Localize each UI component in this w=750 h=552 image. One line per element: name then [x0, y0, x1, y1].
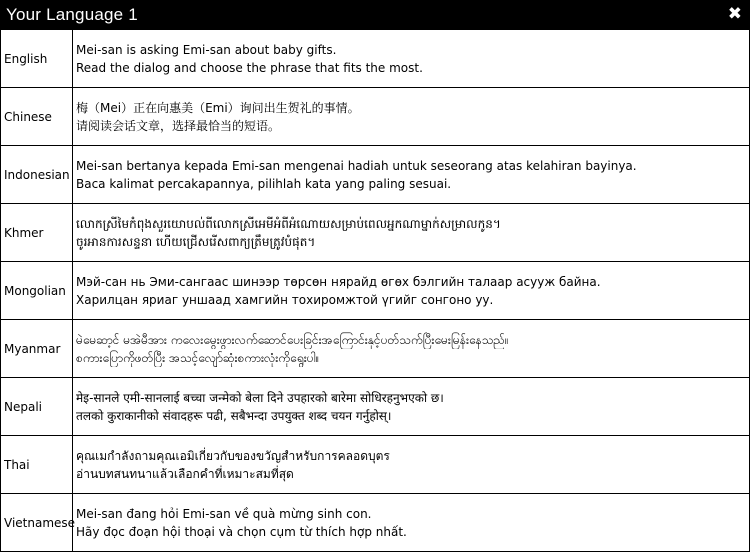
- dialog-title: Your Language 1: [6, 4, 138, 24]
- translation-line: 请阅读会话文章，选择最恰当的短语。: [76, 118, 281, 133]
- translation-text: [73, 88, 750, 146]
- translation-line: Mei-san is asking Emi-san about baby gifts.: [76, 42, 337, 57]
- language-name: Khmer: [1, 204, 73, 262]
- language-name: Nepali: [1, 378, 73, 436]
- table-row: [1, 320, 750, 378]
- table-row: [1, 204, 750, 262]
- translation-line: Mei-san đang hỏi Emi-san về quà mừng sinh con.: [76, 506, 372, 521]
- translation-line: Харилцан яриаг уншаад хамгийн тохиромжтой үгийг сонгоно уу.: [76, 292, 494, 307]
- title-bar: [0, 0, 750, 29]
- translation-line: Mei-san bertanya kepada Emi-san mengenai hadiah untuk seseorang atas kelahiran bayinya.: [76, 158, 637, 173]
- translation-table: [0, 29, 750, 552]
- translation-line: စကားပြောကိုဖတ်ပြီး အသင့်လျော်ဆုံးစကားလုံးကိုရွေးပါ။: [76, 350, 320, 365]
- translation-text: [73, 494, 750, 552]
- translation-line: မဲမေဆာ့င် မအဲမီအား ကလေးမွေးဖွားလက်ဆောင်ပေးခြင်းအကြောင်းနှင့်ပတ်သက်ပြီးမေးမြန်းနေသည်။: [76, 332, 509, 347]
- table-row: [1, 378, 750, 436]
- table-row: [1, 436, 750, 494]
- translation-text: [73, 146, 750, 204]
- table-row: [1, 494, 750, 552]
- language-name: Thai: [1, 436, 73, 494]
- translation-line: Read the dialog and choose the phrase that fits the most.: [76, 60, 423, 75]
- translation-text: [73, 30, 750, 88]
- translation-line: तलको कुराकानीको संवादहरू पढी, सबैभन्दा उपयुक्त शब्द चयन गर्नुहोस्।: [76, 408, 392, 423]
- language-name: Vietnamese: [1, 494, 73, 552]
- language-name: English: [1, 30, 73, 88]
- translation-line: मेइ-सानले एमी-सानलाई बच्चा जन्मेको बेला दिने उपहारको बारेमा सोधिरहनुभएको छ।: [76, 390, 444, 405]
- table-row: [1, 88, 750, 146]
- translation-line: อ่านบทสนทนาแล้วเลือกคำที่เหมาะสมที่สุด: [76, 466, 294, 481]
- table-row: [1, 146, 750, 204]
- translation-line: Baca kalimat percakapannya, pilihlah kata yang paling sesuai.: [76, 176, 452, 191]
- translation-line: คุณเมกำลังถามคุณเอมิเกี่ยวกับของขวัญสำหรับการคลอดบุตร: [76, 448, 390, 463]
- translation-text: [73, 436, 750, 494]
- table-row: [1, 30, 750, 88]
- table-row: [1, 262, 750, 320]
- translation-line: ចូរអានការសន្ទនា ហើយជ្រើសរើសពាក្យត្រឹមត្រូវបំផុត។: [76, 234, 316, 249]
- translation-text: [73, 320, 750, 378]
- language-name: Indonesian: [1, 146, 73, 204]
- language-name: Mongolian: [1, 262, 73, 320]
- translation-text: [73, 378, 750, 436]
- language-name: Chinese: [1, 88, 73, 146]
- translation-line: Мэй-сан нь Эми-сангаас шинээр төрсөн нярайд өгөх бэлгийн талаар асууж байна.: [76, 274, 601, 289]
- language-name: Myanmar: [1, 320, 73, 378]
- translation-text: [73, 204, 750, 262]
- close-icon[interactable]: ✖: [727, 4, 742, 24]
- translation-line: 梅（Mei）正在向惠美（Emi）询问出生贺礼的事情。: [76, 100, 360, 115]
- translation-line: Hãy đọc đoạn hội thoại và chọn cụm từ thích hợp nhất.: [76, 524, 407, 539]
- translation-line: លោកស្រីមៃកំពុងសួរយោបល់ពីលោកស្រីអេមីអំពីអំណោយសម្រាប់ពេលអ្នកណាម្នាក់សម្រាលកូន។: [76, 216, 501, 231]
- translation-text: [73, 262, 750, 320]
